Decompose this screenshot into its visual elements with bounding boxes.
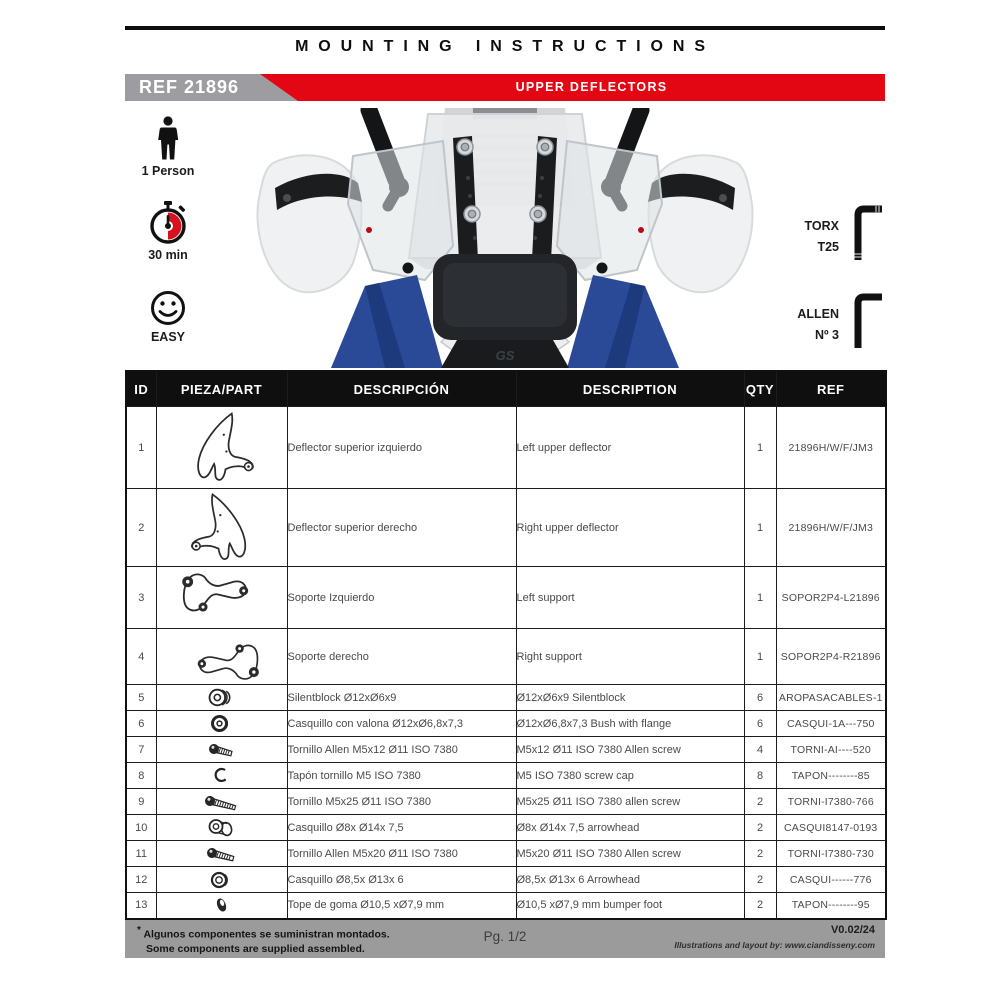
page-title: MOUNTING INSTRUCTIONS (295, 38, 715, 55)
part-qty: 2 (744, 867, 776, 893)
part-ref: TORNI-I7380-730 (776, 841, 886, 867)
header-qty: QTY (744, 371, 776, 407)
part-ref: CASQUI-1A---750 (776, 711, 886, 737)
badge-difficulty (118, 288, 218, 344)
table-row (126, 789, 886, 815)
part-icon-bushing-8-5-13 (156, 867, 287, 893)
person-icon (118, 116, 218, 162)
part-icon-allen-screw-m5x25 (156, 789, 287, 815)
part-id: 9 (126, 789, 156, 815)
version-label: V0.02/24 (830, 924, 875, 936)
table-row (126, 737, 886, 763)
part-id: 5 (126, 685, 156, 711)
part-desc-en: Ø10,5 xØ7,9 mm bumper foot (516, 893, 744, 919)
part-id: 6 (126, 711, 156, 737)
footer-right (674, 924, 875, 950)
part-ref: CASQUI------776 (776, 867, 886, 893)
part-desc-en: Ø12xØ6,8x7,3 Bush with flange (516, 711, 744, 737)
part-qty: 6 (744, 711, 776, 737)
part-id: 7 (126, 737, 156, 763)
table-row (126, 629, 886, 685)
table-row (126, 567, 886, 629)
header-desc-es: DESCRIPCIÓN (287, 371, 516, 407)
part-id: 1 (126, 407, 156, 489)
part-ref: TORNI-AI----520 (776, 737, 886, 763)
badge-time-label: 30 min (148, 248, 188, 262)
part-desc-en: M5x25 Ø11 ISO 7380 allen screw (516, 789, 744, 815)
svg-text:GS: GS (495, 348, 515, 363)
part-icon-allen-screw-m5x12 (156, 737, 287, 763)
part-id: 3 (126, 567, 156, 629)
product-photo (245, 108, 765, 368)
part-icon-rubber-bumper (156, 893, 287, 919)
part-desc-es: Silentblock Ø12xØ6x9 (287, 685, 516, 711)
tool-torx-label: TORX T25 (804, 219, 839, 254)
part-icon-deflector-left (156, 407, 287, 489)
part-desc-en: Left support (516, 567, 744, 629)
part-qty: 2 (744, 815, 776, 841)
footer-bar (125, 920, 885, 958)
part-ref: 21896H/W/F/JM3 (776, 489, 886, 567)
part-qty: 2 (744, 893, 776, 919)
table-row (126, 841, 886, 867)
part-qty: 1 (744, 407, 776, 489)
part-qty: 1 (744, 629, 776, 685)
part-desc-es: Deflector superior derecho (287, 489, 516, 567)
part-icon-bushing-8-14 (156, 815, 287, 841)
badge-persons-label: 1 Person (141, 164, 195, 178)
footnote-asterisk: * (137, 925, 141, 936)
smiley-icon (118, 288, 218, 328)
part-qty: 1 (744, 567, 776, 629)
badge-persons (118, 116, 218, 178)
header-part: PIEZA/PART (156, 371, 287, 407)
part-qty: 2 (744, 841, 776, 867)
torx-key-icon (847, 200, 885, 266)
tool-allen-label: ALLEN Nº 3 (797, 307, 839, 342)
badge-time (118, 200, 218, 262)
top-rule (125, 26, 885, 30)
part-desc-en: Ø12xØ6x9 Silentblock (516, 685, 744, 711)
tool-allen (758, 284, 885, 354)
part-desc-es: Casquillo con valona Ø12xØ6,8x7,3 (287, 711, 516, 737)
allen-key-icon (847, 288, 885, 354)
footer-note-es: Algunos componentes se suministran montados. (143, 928, 390, 941)
part-desc-es: Soporte Izquierdo (287, 567, 516, 629)
ref-number: REF 21896 (139, 77, 240, 97)
part-desc-en: Left upper deflector (516, 407, 744, 489)
footer-note-en: Some components are supplied assembled. (146, 943, 365, 956)
part-qty: 8 (744, 763, 776, 789)
part-qty: 6 (744, 685, 776, 711)
part-icon-allen-screw-m5x20 (156, 841, 287, 867)
part-ref: 21896H/W/F/JM3 (776, 407, 886, 489)
table-row (126, 489, 886, 567)
page-number: Pg. 1/2 (483, 929, 527, 944)
part-desc-en: Right upper deflector (516, 489, 744, 567)
table-row (126, 711, 886, 737)
header-ref: REF (776, 371, 886, 407)
part-desc-es: Tornillo Allen M5x12 Ø11 ISO 7380 (287, 737, 516, 763)
part-ref: TORNI-I7380-766 (776, 789, 886, 815)
part-id: 12 (126, 867, 156, 893)
table-row (126, 893, 886, 919)
part-ref: TAPON--------95 (776, 893, 886, 919)
part-desc-en: M5 ISO 7380 screw cap (516, 763, 744, 789)
table-row (126, 815, 886, 841)
part-id: 2 (126, 489, 156, 567)
part-icon-support-left (156, 567, 287, 629)
part-ref: CASQUI8147-0193 (776, 815, 886, 841)
part-desc-en: Right support (516, 629, 744, 685)
part-id: 4 (126, 629, 156, 685)
part-desc-es: Casquillo Ø8,5x Ø13x 6 (287, 867, 516, 893)
part-icon-screw-cap (156, 763, 287, 789)
header-id: ID (126, 371, 156, 407)
part-id: 8 (126, 763, 156, 789)
part-ref: AROPASACABLES-1 (776, 685, 886, 711)
part-qty: 4 (744, 737, 776, 763)
part-desc-en: Ø8,5x Ø13x 6 Arrowhead (516, 867, 744, 893)
part-id: 13 (126, 893, 156, 919)
part-desc-en: M5x20 Ø11 ISO 7380 Allen screw (516, 841, 744, 867)
part-desc-es: Tornillo M5x25 Ø11 ISO 7380 (287, 789, 516, 815)
stopwatch-icon (118, 200, 218, 246)
part-desc-es: Tornillo Allen M5x20 Ø11 ISO 7380 (287, 841, 516, 867)
part-id: 11 (126, 841, 156, 867)
badge-difficulty-label: EASY (150, 330, 186, 344)
credit-label: Illustrations and layout by: www.ciandisseny.com (674, 940, 875, 950)
part-qty: 2 (744, 789, 776, 815)
part-desc-es: Deflector superior izquierdo (287, 407, 516, 489)
part-icon-silentblock (156, 685, 287, 711)
part-icon-support-right (156, 629, 287, 685)
part-icon-bush-flange (156, 711, 287, 737)
table-row (126, 407, 886, 489)
table-row (126, 867, 886, 893)
header-desc-en: DESCRIPTION (516, 371, 744, 407)
part-desc-es: Soporte derecho (287, 629, 516, 685)
tool-torx (758, 196, 885, 266)
part-icon-deflector-right (156, 489, 287, 567)
part-desc-es: Tapón tornillo M5 ISO 7380 (287, 763, 516, 789)
part-desc-en: M5x12 Ø11 ISO 7380 Allen screw (516, 737, 744, 763)
part-id: 10 (126, 815, 156, 841)
table-header-row (126, 371, 886, 407)
part-ref: SOPOR2P4-R21896 (776, 629, 886, 685)
product-name: UPPER DEFLECTORS (515, 80, 668, 94)
part-desc-es: Tope de goma Ø10,5 xØ7,9 mm (287, 893, 516, 919)
table-row (126, 763, 886, 789)
part-ref: TAPON--------85 (776, 763, 886, 789)
reference-banner (125, 74, 885, 101)
part-qty: 1 (744, 489, 776, 567)
parts-table (125, 370, 887, 920)
part-desc-es: Casquillo Ø8x Ø14x 7,5 (287, 815, 516, 841)
part-desc-en: Ø8x Ø14x 7,5 arrowhead (516, 815, 744, 841)
part-ref: SOPOR2P4-L21896 (776, 567, 886, 629)
table-row (126, 685, 886, 711)
